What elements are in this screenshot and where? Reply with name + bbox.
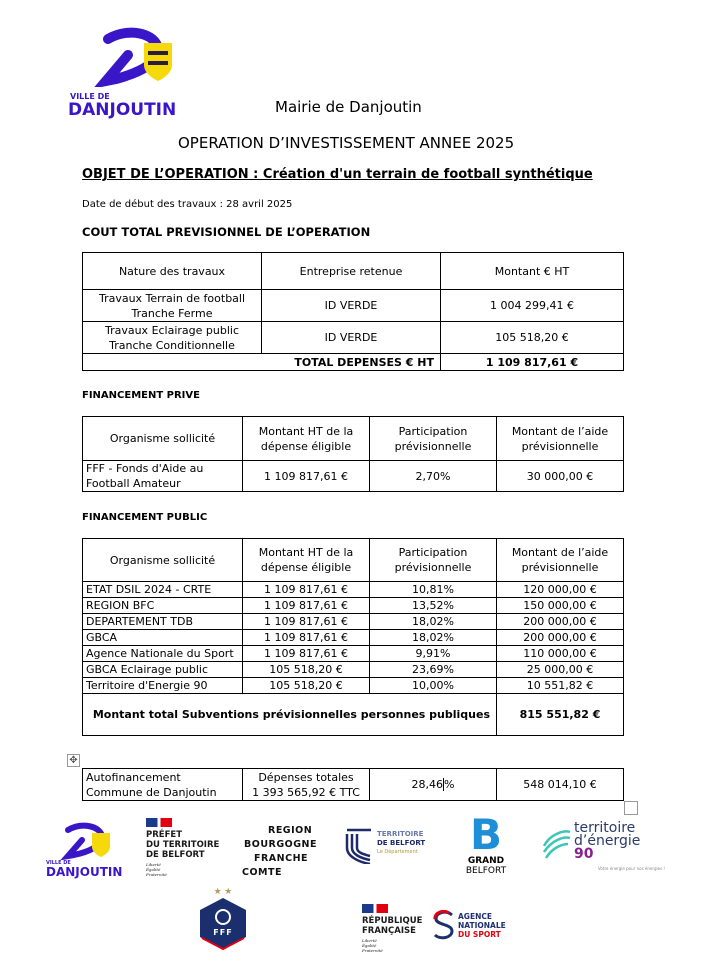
aide-cell: 30 000,00 € (497, 461, 624, 492)
table-row (83, 769, 624, 801)
depense-cell: 1 109 817,61 € (243, 646, 370, 662)
col-header: Organisme sollicité (83, 417, 243, 461)
region-line: REGION (268, 825, 313, 836)
table-row (83, 461, 624, 492)
nature-cell: Travaux Terrain de football Tranche Ferme (83, 290, 262, 322)
fff-shield-icon (198, 897, 248, 951)
tdb-line: DE BELFORT (377, 839, 426, 847)
participation-cell: 18,02% (370, 630, 497, 646)
logo-ville-de: VILLE DE (70, 92, 110, 101)
aide-cell: 150 000,00 € (497, 598, 624, 614)
col-header: Montant de l’aide prévisionnelle (497, 417, 624, 461)
aide-cell: 200 000,00 € (497, 614, 624, 630)
participation-cell: 2,70% (370, 461, 497, 492)
logo-republique-francaise (362, 904, 426, 953)
organisme-cell: FFF - Fonds d'Aide au Football Amateur (83, 461, 243, 492)
participation-cell: 18,02% (370, 614, 497, 630)
grand-belfort-letter: B (469, 810, 502, 859)
motto-line: Égalité (362, 943, 377, 948)
organisme-cell: GBCA Eclairage public (83, 662, 243, 678)
table-row (83, 582, 624, 598)
mairie-title: Mairie de Danjoutin (275, 98, 422, 116)
total-value: 1 109 817,61 € (441, 354, 624, 371)
motto-line: Liberté (362, 938, 377, 943)
public-table (82, 538, 624, 736)
logo-territoire-de-belfort (344, 826, 444, 866)
aide-cell: 200 000,00 € (497, 630, 624, 646)
col-header: Montant HT de la dépense éligible (243, 417, 370, 461)
depense-cell: 1 109 817,61 € (243, 461, 370, 492)
nature-cell: Travaux Eclairage public Tranche Conditionnelle (83, 322, 262, 354)
depense-cell: 105 518,20 € (243, 662, 370, 678)
republique-line: FRANÇAISE (362, 926, 416, 936)
danjoutin-logo (68, 25, 198, 120)
organisme-cell: Agence Nationale du Sport (83, 646, 243, 662)
grand-belfort-line: BELFORT (465, 866, 507, 876)
republique-line: RÉPUBLIQUE (362, 916, 423, 926)
depense-cell: 1 109 817,61 € (243, 630, 370, 646)
fff-stars: ★ ★ (213, 886, 233, 896)
table-row (83, 646, 624, 662)
participation-cell: 10,81% (370, 582, 497, 598)
table-row (83, 614, 624, 630)
fff-label: FFF (213, 928, 233, 937)
organisme-cell: ETAT DSIL 2024 - CRTE (83, 582, 243, 598)
logo-fff (198, 886, 248, 951)
organisme-cell: GBCA (83, 630, 243, 646)
table-row (83, 290, 624, 322)
table-move-handle[interactable]: ✥ (67, 754, 80, 767)
table-row (83, 630, 624, 646)
aide-cell: 110 000,00 € (497, 646, 624, 662)
objet-operation: OBJET DE L’OPERATION : Création d'un terrain de football synthétique (82, 167, 593, 182)
tdb-line: Le Département (377, 849, 418, 855)
logo-region-bfc (242, 824, 334, 880)
organisme-cell: DEPARTEMENT TDB (83, 614, 243, 630)
participation-cell[interactable]: 28,46% (370, 769, 497, 801)
entreprise-cell: ID VERDE (262, 322, 441, 354)
logo-grand-belfort (460, 810, 512, 876)
motto-line: Égalité (146, 867, 161, 872)
ans-line: DU SPORT (458, 930, 501, 939)
tdb-line: TERRITOIRE (377, 830, 424, 838)
col-header: Montant € HT (441, 253, 624, 290)
french-flag-icon (362, 904, 388, 913)
total-label: TOTAL DEPENSES € HT (83, 354, 441, 371)
energie-line: 90 (574, 846, 594, 862)
organisme-cell: REGION BFC (83, 598, 243, 614)
table-row (83, 598, 624, 614)
table-row (83, 662, 624, 678)
region-line: FRANCHE (254, 853, 309, 864)
depense-cell: 1 109 817,61 € (243, 614, 370, 630)
motto-line: Fraternité (146, 872, 167, 877)
prefet-line: DE BELFORT (146, 850, 205, 860)
logo-danjoutin: DANJOUTIN (68, 100, 177, 120)
table-row (83, 678, 624, 694)
prefet-line: DU TERRITOIRE (146, 840, 220, 850)
depense-cell: Dépenses totales 1 393 565,92 € TTC (243, 769, 370, 801)
col-header: Montant de l’aide prévisionnelle (497, 539, 624, 582)
participation-cell: 10,00% (370, 678, 497, 694)
ans-line: NATIONALE (458, 921, 506, 930)
col-header: Entreprise retenue (262, 253, 441, 290)
tdb-crest-icon (344, 826, 374, 864)
depense-cell: 1 109 817,61 € (243, 598, 370, 614)
col-header: Participation prévisionnelle (370, 539, 497, 582)
energy-waves-icon (540, 826, 574, 860)
cout-heading: COUT TOTAL PREVISIONNEL DE L’OPERATION (82, 225, 371, 239)
energie-line: d’énergie (574, 833, 641, 849)
prefet-line: PRÉFET (146, 830, 182, 840)
region-line: BOURGOGNE (244, 839, 317, 850)
entreprise-cell: ID VERDE (262, 290, 441, 322)
cout-table (82, 252, 624, 371)
logo-prefet (146, 818, 234, 877)
montant-cell: 105 518,20 € (441, 322, 624, 354)
public-total-label: Montant total Subventions prévisionnelles personnes publiques (83, 694, 497, 736)
ans-s-icon (432, 910, 456, 940)
energie-tagline: Votre énergie pour nos énergies ! (598, 866, 666, 871)
aide-cell: 120 000,00 € (497, 582, 624, 598)
table-resize-handle[interactable] (624, 801, 638, 815)
autofinancement-table (82, 768, 624, 801)
montant-cell: 1 004 299,41 € (441, 290, 624, 322)
col-header: Montant HT de la dépense éligible (243, 539, 370, 582)
participation-cell: 9,91% (370, 646, 497, 662)
depense-cell: 105 518,20 € (243, 678, 370, 694)
logo-danjoutin: DANJOUTIN (46, 865, 123, 879)
organisme-cell: Autofinancement Commune de Danjoutin (83, 769, 243, 801)
ans-line: AGENCE (458, 912, 492, 921)
region-line: COMTE (242, 867, 282, 878)
col-header: Organisme sollicité (83, 539, 243, 582)
col-header: Nature des travaux (83, 253, 262, 290)
prive-table (82, 416, 624, 492)
operation-title: OPERATION D’INVESTISSEMENT ANNEE 2025 (178, 134, 515, 152)
energie-line: territoire (574, 820, 636, 836)
logo-territoire-energie-90 (540, 822, 670, 878)
table-row (83, 322, 624, 354)
danjoutin-d-icon (68, 25, 198, 87)
prive-heading: FINANCEMENT PRIVE (82, 390, 200, 401)
date-debut: Date de début des travaux : 28 avril 2025 (82, 199, 293, 210)
aide-cell: 548 014,10 € (497, 769, 624, 801)
logo-ville-de: VILLE DE (46, 860, 71, 866)
aide-cell: 25 000,00 € (497, 662, 624, 678)
participation-cell: 13,52% (370, 598, 497, 614)
organisme-cell: Territoire d'Energie 90 (83, 678, 243, 694)
logo-danjoutin-small (46, 822, 131, 879)
aide-cell: 10 551,82 € (497, 678, 624, 694)
public-total-value: 815 551,82 € (497, 694, 624, 736)
grand-belfort-line: GRAND (467, 856, 505, 866)
col-header: Participation prévisionnelle (370, 417, 497, 461)
participation-cell: 23,69% (370, 662, 497, 678)
motto-line: Liberté (146, 862, 161, 867)
public-heading: FINANCEMENT PUBLIC (82, 512, 208, 523)
depense-cell: 1 109 817,61 € (243, 582, 370, 598)
french-flag-icon (146, 818, 172, 827)
logo-agence-nationale-du-sport (432, 910, 522, 942)
danjoutin-d-icon (46, 822, 126, 860)
motto-line: Fraternité (362, 948, 383, 953)
